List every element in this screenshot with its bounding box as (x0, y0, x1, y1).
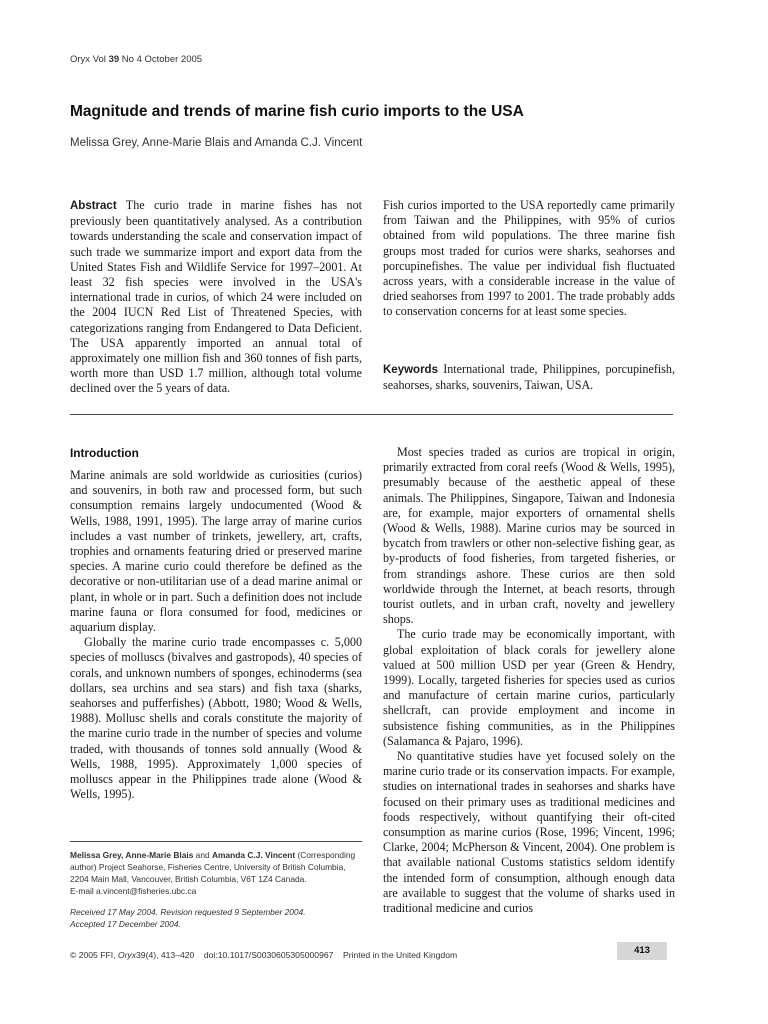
author-list: Melissa Grey, Anne-Marie Blais and Amanda C.J. Vincent (70, 137, 363, 149)
footnote-affiliation: (Corresponding author) Project Seahorse, Fisheries Centre, University of British Columbia, 2204 Main Mall, Vancouver, British Columbia, V6T 1Z4 Canada. (70, 850, 356, 885)
intro-paragraph-5: No quantitative studies have yet focused solely on the marine curio trade or its conservation impacts. For example, studies on international trades in seahorses and sharks have focused on their primary uses as traditional medicines and foods respectively, without quantifying their oft-cited consumption as marine curios (Rose, 1996; Vincent, 1996; Clarke, 2004; McPherson & Vincent, 2004). One problem is that available national Customs statistics seldom identify the intended form of consumption, although enough data are available to suggest that the volume of sharks used in traditional medicine and curios (383, 749, 675, 916)
keywords-text: International trade, Philippines, porcupinefish, seahorses, sharks, souvenirs, Taiwan, USA. (383, 362, 675, 393)
issue-date: October 2005 (144, 54, 203, 65)
received-text: Received 17 May 2004. Revision requested 9 September 2004. (70, 907, 306, 917)
footnote-names: Melissa Grey, Anne-Marie Blais (70, 850, 194, 860)
volume-label: Vol (92, 54, 106, 65)
accepted-text: Accepted 17 December 2004. (70, 919, 181, 930)
footer-copyright: © 2005 FFI, (70, 950, 116, 960)
introduction-heading: Introduction (70, 446, 139, 460)
body-column-right (383, 445, 675, 916)
keywords-block (383, 362, 675, 393)
abstract-text: The curio trade in marine fishes has not previously been quantitatively analysed. As a contribution towards understanding the scale and conservation impact of such trade we summarize import and export data from the United States Fish and Wildlife Service for 1997–2001. At least 32 fish species were involved in the USA's international trade in curios, of which 24 were included on the 2004 IUCN Red List of Threatened Species, with categorizations ranging from Endangered to Data Deficient. The USA apparently imported an annual total of approximately one million fish and 360 tonnes of fish parts, worth more than USD 1.7 million, although total volume declined over the 5 years of data. (70, 198, 362, 396)
footer-citation: 39(4), 413–420 (136, 950, 195, 960)
footer-journal: Oryx (117, 950, 137, 960)
intro-paragraph-2: Globally the marine curio trade encompasses c. 5,000 species of molluscs (bivalves and gastropods), 40 species of corals, and unknown numbers of sponges, echinoderms (sea dollars, sea urchins and sea stars) and fish taxa (sharks, seahorses and pufferfishes) (Abbott, 1980; Wood & Wells, 1988). Mollusc shells and corals constitute the majority of the marine curio trade in the number of species and volume traded, with thousands of tonnes sold annually (Wood & Wells, 1988, 1995). Approximately 1,000 species of molluscs appear in the Philippines trade alone (Wood & Wells, 1995). (70, 635, 362, 802)
author-affiliation-footnote (70, 849, 362, 897)
keywords-label: Keywords (383, 364, 438, 376)
volume-number: 39 (108, 54, 120, 65)
journal-name: Oryx (70, 54, 91, 65)
footnote-corresponding-name: Amanda C.J. Vincent (212, 850, 296, 860)
abstract-label: Abstract (70, 200, 117, 212)
intro-paragraph-1: Marine animals are sold worldwide as curiosities (curios) and souvenirs, in both raw and processed form, but such consumption remains largely undocumented (Wood & Wells, 1988, 1991, 1995). The large array of marine curios includes a vast number of trinkets, jewellery, art, crafts, trophies and ornaments featuring dried or preserved marine species. A marine curio could therefore be defined as the decorative or non-utilitarian use of a dead marine animal or plant, in whole or in part. Such a definition does not include marine fauna or flora consumed for food, medicines or aquarium display. (70, 468, 362, 635)
received-dates (70, 906, 362, 930)
body-column-left (70, 468, 362, 802)
paper-title: Magnitude and trends of marine fish curio imports to the USA (70, 103, 524, 120)
section-divider (70, 414, 673, 415)
intro-paragraph-3: Most species traded as curios are tropical in origin, primarily extracted from coral reefs (Wood & Wells, 1995), presumably because of the aesthetic appeal of these animals. The Philippines, Singapore, Taiwan and Indonesia are, for example, major exporters of ornamental shells (Wood & Wells, 1988). Marine curios may be sourced in bycatch from trawlers or other non-selective fishing gear, as by-products of food fisheries, from targeted fisheries, or from strandings ashore. These curios are then sold worldwide through the Internet, at beach resorts, through tourist outlets, and in urban craft, novelty and jewellery shops. (383, 445, 675, 627)
page-footer (70, 950, 457, 960)
footnote-divider (70, 841, 362, 842)
issue-number: No 4 (121, 54, 142, 65)
abstract-continued: Fish curios imported to the USA reportedly came primarily from Taiwan and the Philippines, with 95% of curios obtained from wild populations. The three marine fish groups most traded for curios were sharks, seahorses and porcupinefishes. The value per individual fish fluctuated across years, with a considerable increase in the value of dried seahorses from 1997 to 2001. The trade probably adds to conservation concerns for at least some species. (383, 198, 675, 319)
footer-printed: Printed in the United Kingdom (342, 950, 458, 960)
journal-header (70, 54, 202, 65)
footnote-and: and (193, 850, 212, 860)
page-number: 413 (617, 942, 667, 960)
abstract-left (70, 198, 362, 397)
footnote-email: E-mail a.vincent@fisheries.ubc.ca (70, 886, 197, 897)
intro-paragraph-4: The curio trade may be economically important, with global exploitation of black corals for jewellery alone valued at 500 million USD per year (Green & Hendry, 1999). Locally, targeted fisheries for species used as curios and manufacture of certain marine curios, particularly shellcraft, can provide employment and income in subsistence fishing communities, as in the Philippines (Salamanca & Pajaro, 1996). (383, 627, 675, 748)
footer-doi: doi:10.1017/S0030605305000967 (203, 950, 334, 960)
